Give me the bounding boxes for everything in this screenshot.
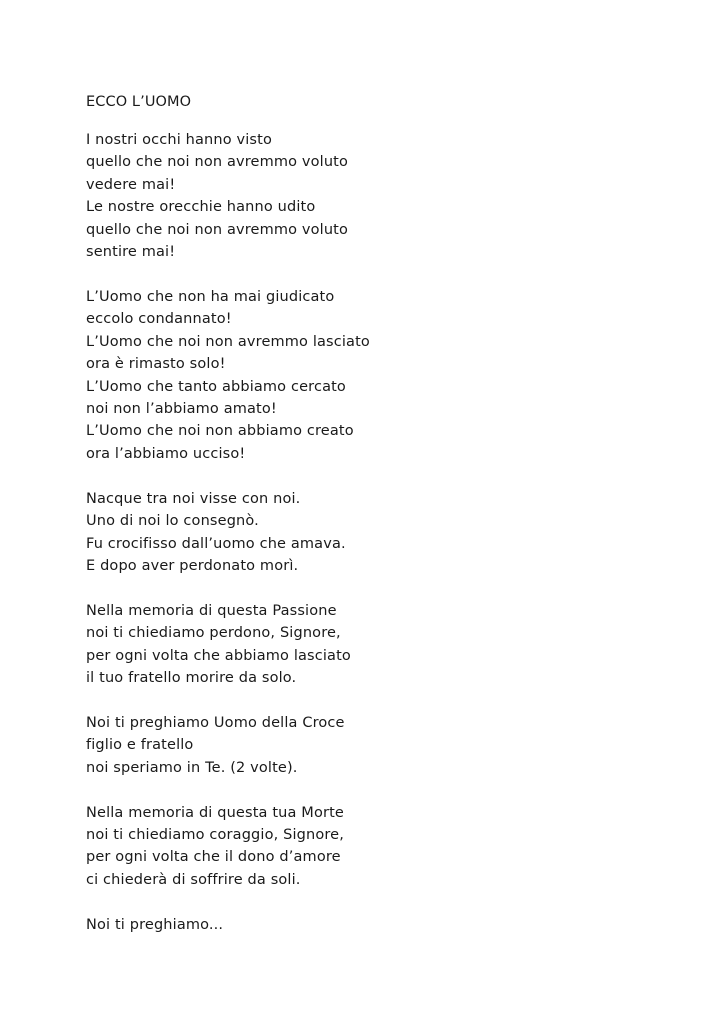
poem-line: noi speriamo in Te. (2 volte). <box>86 759 298 776</box>
poem-line: ora è rimasto solo! <box>86 356 226 373</box>
poem-line: I nostri occhi hanno visto <box>86 132 272 148</box>
poem-title: ECCO L’UOMO <box>86 94 192 110</box>
poem-line: Fu crocifisso dall’uomo che amava. <box>86 535 346 552</box>
poem-line: L’Uomo che noi non abbiamo creato <box>86 423 354 440</box>
poem-line: L’Uomo che tanto abbiamo cercato <box>86 378 346 395</box>
poem-line: noi non l’abbiamo amato! <box>86 400 277 417</box>
poem-line: Le nostre orecchie hanno udito <box>86 199 316 216</box>
poem-line: E dopo aver perdonato morì. <box>86 557 299 574</box>
poem-line: Nacque tra noi visse con noi. <box>86 490 301 507</box>
poem-line: noi ti chiediamo coraggio, Signore, <box>86 827 344 844</box>
poem-line: noi ti chiediamo perdono, Signore, <box>86 625 341 642</box>
stanza-6 <box>86 802 686 892</box>
poem-line: eccolo condannato! <box>86 311 232 328</box>
poem-line: il tuo fratello morire da solo. <box>86 670 297 687</box>
poem-line: per ogni volta che il dono d’amore <box>86 849 341 866</box>
stanza-3 <box>86 488 686 578</box>
poem-line: Nella memoria di questa tua Morte <box>86 804 345 821</box>
poem-line: vedere mai! <box>86 176 176 193</box>
poem-line: ci chiederà di soffrire da soli. <box>86 871 301 888</box>
poem-line: Nella memoria di questa Passione <box>86 602 337 619</box>
stanza-1 <box>86 129 686 263</box>
poem-line: L’Uomo che non ha mai giudicato <box>86 288 335 305</box>
poem-line: Uno di noi lo consegnò. <box>86 513 259 530</box>
poem-line: ora l’abbiamo ucciso! <box>86 445 246 462</box>
poem-line: figlio e fratello <box>86 737 194 754</box>
stanza-7 <box>86 914 686 936</box>
poem-line: Noi ti preghiamo Uomo della Croce <box>86 714 345 731</box>
poem-line: quello che noi non avremmo voluto <box>86 154 349 171</box>
stanza-5 <box>86 712 686 779</box>
poem-body <box>86 129 686 959</box>
poem-line: sentire mai! <box>86 244 176 261</box>
stanza-2 <box>86 286 686 465</box>
poem-line: L’Uomo che noi non avremmo lasciato <box>86 333 370 350</box>
poem-line: quello che noi non avremmo voluto <box>86 221 349 238</box>
poem-line: per ogni volta che abbiamo lasciato <box>86 647 351 664</box>
stanza-4 <box>86 600 686 690</box>
poem-line: Noi ti preghiamo... <box>86 916 224 933</box>
